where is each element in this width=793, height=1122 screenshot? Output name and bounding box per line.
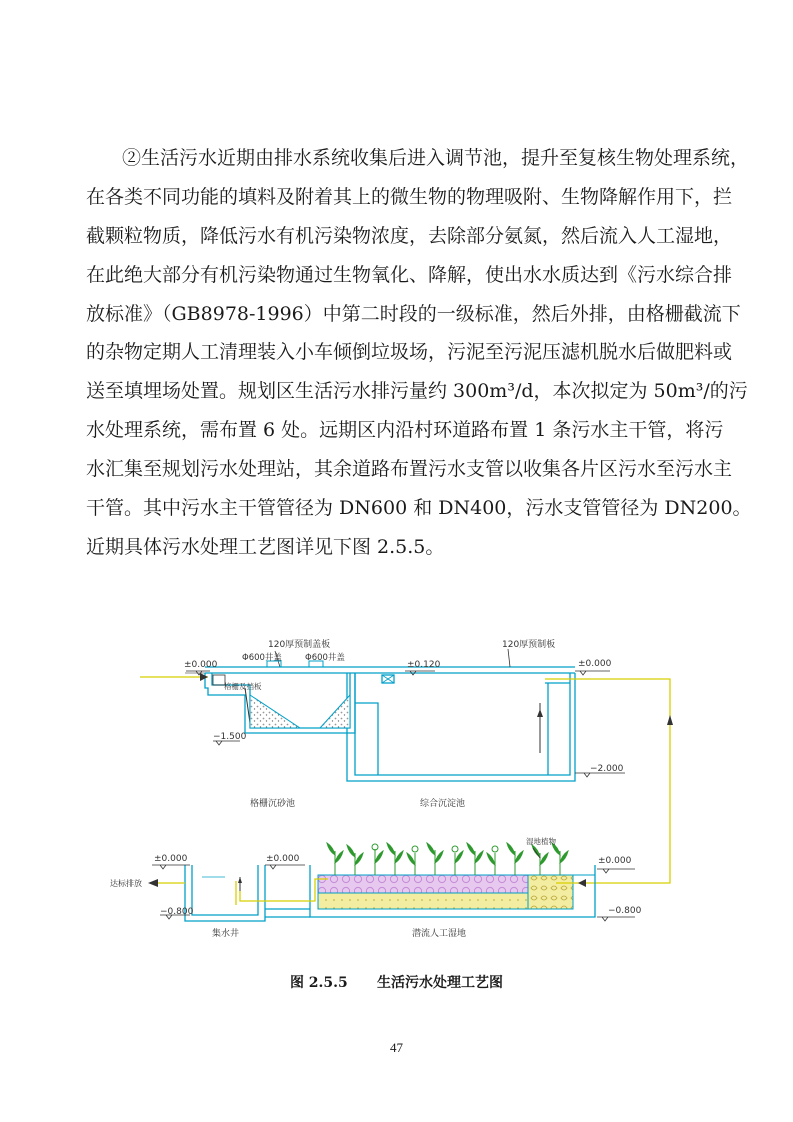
wetland-inlet-zone bbox=[528, 875, 573, 909]
paragraph-line: 送至填埋场处置。规划区生活污水排污量约 300m³/d，本次拟定为 50m³/的污 bbox=[86, 380, 748, 403]
slab-right-label: 120厚预制板 bbox=[502, 640, 556, 650]
elev-top-bottom-right: −2.000 bbox=[590, 764, 624, 774]
caption-title: 生活污水处理工艺图 bbox=[377, 975, 504, 991]
plants-label: 湿地植物 bbox=[526, 837, 556, 846]
elev-bottom-left-low: −0.800 bbox=[160, 907, 194, 917]
top-flow bbox=[140, 677, 670, 883]
hopper-left bbox=[250, 695, 300, 728]
paragraph-line: 放标准》（GB8978-1996）中第二时段的一级标准，然后外排，由格栅截流下 bbox=[86, 302, 741, 325]
elev-bottom-left: ±0.000 bbox=[154, 854, 188, 864]
figure-caption bbox=[0, 972, 793, 992]
elev-bottom-mid: ±0.000 bbox=[266, 854, 300, 864]
process-diagram bbox=[100, 633, 700, 953]
wetland-gravel-layer bbox=[318, 875, 528, 893]
well-arrow bbox=[238, 877, 242, 883]
wetland-plants bbox=[327, 843, 568, 875]
elev-top-left: ±0.000 bbox=[184, 660, 218, 670]
slab-left-label: 120厚预制盖板 bbox=[268, 640, 331, 650]
elev-top-mid: ±0.120 bbox=[407, 660, 441, 670]
paragraph-line: 近期具体污水处理工艺图详见下图 2.5.5。 bbox=[86, 535, 445, 558]
paragraph-line: 在此绝大部分有机污染物通过生物氧化、降解，使出水水质达到《污水综合排 bbox=[86, 263, 733, 286]
hopper-right bbox=[320, 695, 350, 728]
wetland-name: 潜流人工湿地 bbox=[412, 929, 467, 939]
wetland-inflow-arrow bbox=[578, 879, 586, 887]
paragraph-line: 截颗粒物质，降低污水有机污染物浓度，去除部分氨氮，然后流入人工湿地， bbox=[86, 224, 733, 247]
elev-top-bottom-left: −1.500 bbox=[213, 732, 247, 742]
body-paragraph bbox=[86, 139, 752, 567]
paragraph-line: 的杂物定期人工清理装入小车倾倒垃圾场，污泥至污泥压滤机脱水后做肥料或 bbox=[86, 341, 733, 364]
flow-arrow-right-up bbox=[667, 715, 673, 725]
well-name: 集水井 bbox=[212, 929, 240, 939]
paragraph-line: 在各类不同功能的填料及附着其上的微生物的物理吸附、生物降解作用下，拦 bbox=[86, 185, 733, 208]
flow-arrow-inner-up bbox=[537, 709, 543, 717]
outflow-arrow bbox=[148, 879, 158, 887]
paragraph-line: ②生活污水近期由排水系统收集后进入调节池，提升至复核生物处理系统， bbox=[122, 147, 750, 169]
manhole-1-label: Φ600井盖 bbox=[242, 653, 282, 663]
elev-bottom-right-low: −0.800 bbox=[608, 906, 642, 916]
paragraph-line: 水汇集至规划污水处理站，其余道路布置污水支管以收集各片区污水至污水主 bbox=[86, 458, 733, 481]
settling-tank-name: 综合沉淀池 bbox=[420, 799, 466, 809]
manhole-2-label: Φ600井盖 bbox=[305, 653, 345, 663]
paragraph-line: 水处理系统，需布置 6 处。远期区内沿村环道路布置 1 条污水主干管，将污 bbox=[86, 419, 724, 442]
paragraph-line: 干管。其中污水主干管管径为 DN600 和 DN400，污水支管管径为 DN200。 bbox=[86, 497, 752, 520]
outlet-label: 达标排放 bbox=[110, 879, 142, 888]
grit-tank-name: 格栅沉砂池 bbox=[250, 799, 296, 809]
elev-bottom-right: ±0.000 bbox=[598, 856, 632, 866]
inflow-arrow bbox=[200, 673, 208, 681]
elev-top-right: ±0.000 bbox=[578, 659, 612, 669]
caption-number: 图 2.5.5 bbox=[289, 975, 348, 991]
wetland-sand-layer bbox=[318, 893, 528, 909]
page-number: 47 bbox=[390, 1040, 403, 1055]
screen-label: 格栅及挡板 bbox=[224, 682, 262, 691]
